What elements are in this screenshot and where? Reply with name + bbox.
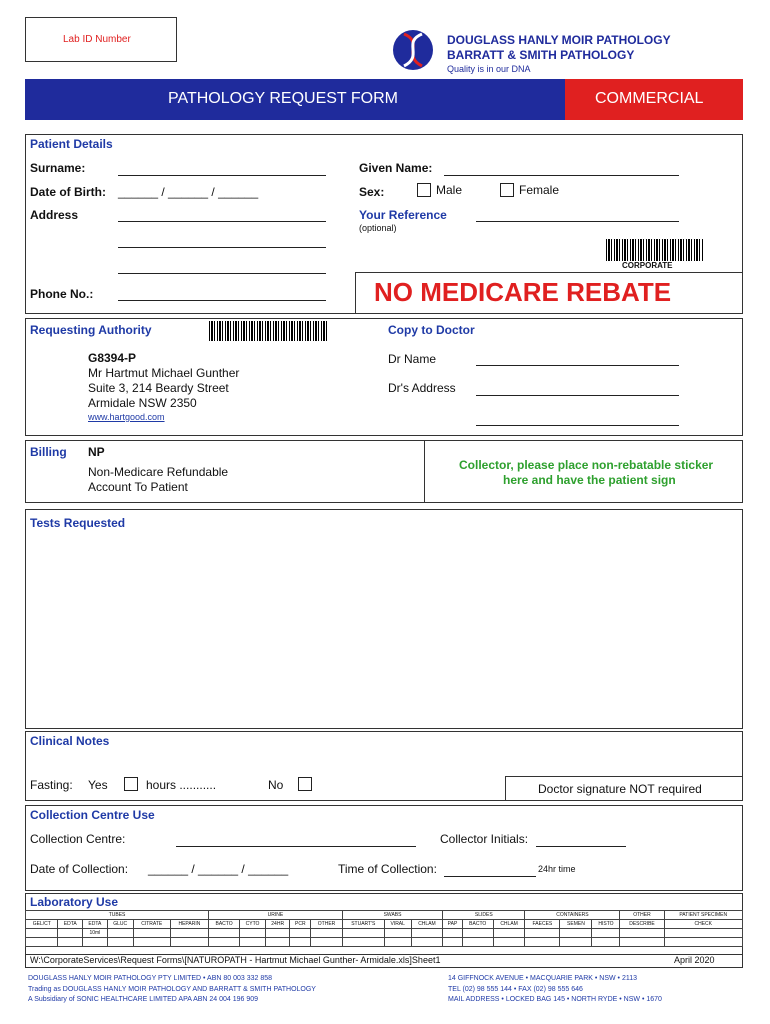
lab-cell[interactable] [209,929,240,938]
lab-col: HEPARIN [170,920,208,929]
lab-cell[interactable] [592,929,620,938]
lab-cell[interactable] [133,938,170,947]
male-checkbox[interactable] [417,183,431,197]
company-logo [390,28,436,72]
lab-group-containers: CONTAINERS [525,911,620,920]
time-hint: 24hr time [538,864,576,874]
lab-cell[interactable] [462,938,493,947]
lab-col: BACTO [462,920,493,929]
footer-right-1: 14 GIFFNOCK AVENUE • MACQUARIE PARK • NSW • 2113 [448,975,638,982]
lab-group-swabs: SWABS [342,911,442,920]
fasting-no-checkbox[interactable] [298,777,312,791]
collector-initials-label: Collector Initials: [440,832,529,846]
form-type: COMMERCIAL [595,90,704,107]
dr-address-label: Dr's Address [388,381,456,395]
surname-field[interactable] [118,175,326,176]
lab-col: CHLAM [411,920,443,929]
requesting-authority-section [25,318,743,436]
lab-col: PAP [443,920,462,929]
lab-cell[interactable] [493,938,525,947]
lab-cell[interactable] [462,929,493,938]
lab-col: BACTO [209,920,240,929]
lab-cell[interactable] [133,929,170,938]
collection-title: Collection Centre Use [30,808,155,822]
address-line-3[interactable] [118,273,326,274]
lab-cell[interactable] [240,929,266,938]
dr-address-field-2[interactable] [476,425,679,426]
collector-initials-field[interactable] [536,846,626,847]
collector-note-2: here and have the patient sign [503,473,676,487]
lab-cell[interactable] [240,938,266,947]
address-line-1[interactable] [118,221,326,222]
address-line-2[interactable] [118,247,326,248]
lab-title: Laboratory Use [30,895,119,909]
collection-date-label: Date of Collection: [30,862,129,876]
doctor-name: Mr Hartmut Michael Gunther [88,366,240,380]
lab-cell[interactable] [664,938,743,947]
female-checkbox[interactable] [500,183,514,197]
form-date: April 2020 [674,955,715,965]
footer-right-2: TEL (02) 98 555 144 • FAX (02) 98 555 646 [448,986,583,993]
lab-cell[interactable] [266,929,290,938]
billing-divider [424,441,425,502]
collection-time-field[interactable] [444,876,536,877]
lab-cell[interactable] [592,938,620,947]
title-bar [25,79,743,120]
doctor-address-1: Suite 3, 214 Beardy Street [88,381,229,395]
lab-cell[interactable] [107,929,133,938]
file-path-bar [25,954,743,968]
lab-use-table [25,910,743,947]
lab-sub-edta: 10ml [83,929,108,938]
lab-col: PCR [290,920,311,929]
given-name-field[interactable] [444,175,679,176]
company-name-2: BARRATT & SMITH PATHOLOGY [447,48,635,62]
lab-cell[interactable] [209,938,240,947]
lab-cell[interactable] [411,929,443,938]
phone-label: Phone No.: [30,287,94,301]
lab-col: SEMEN [560,920,592,929]
lab-cell[interactable] [290,929,311,938]
signature-box [505,776,743,801]
company-name-1: DOUGLASS HANLY MOIR PATHOLOGY [447,33,671,47]
reference-field[interactable] [476,221,679,222]
reference-optional: (optional) [359,223,397,233]
lab-cell[interactable] [266,938,290,947]
lab-cell[interactable] [311,929,343,938]
doctor-address-2: Armidale NSW 2350 [88,396,197,410]
lab-cell[interactable] [26,929,58,938]
lab-col: EDTA [83,920,108,929]
tagline: Quality is in our DNA [447,64,531,74]
male-label: Male [436,183,463,197]
lab-group-tubes: TUBES [26,911,209,920]
lab-col: DESCRIBE [620,920,664,929]
collector-note-1: Collector, please place non-rebatable sticker [459,458,714,472]
lab-cell[interactable] [384,938,411,947]
lab-cell[interactable] [58,938,83,947]
lab-cell[interactable] [26,938,58,947]
footer-left-1: DOUGLASS HANLY MOIR PATHOLOGY PTY LIMITED • ABN 80 003 332 858 [28,975,273,982]
lab-col: VIRAL [384,920,411,929]
lab-cell[interactable] [620,938,664,947]
collection-date-field[interactable]: ______ / ______ / ______ [148,862,289,876]
lab-cell[interactable] [58,929,83,938]
billing-code: NP [88,445,105,459]
lab-col: OTHER [311,920,343,929]
collection-time-label: Time of Collection: [338,862,437,876]
requesting-title: Requesting Authority [30,323,152,337]
dr-name-field[interactable] [476,365,679,366]
lab-cell[interactable] [620,929,664,938]
lab-cell[interactable] [107,938,133,947]
lab-group-row [26,911,743,920]
lab-col: GEL/CT [26,920,58,929]
patient-section-title: Patient Details [30,137,113,151]
billing-line-2: Account To Patient [88,480,188,494]
lab-cell[interactable] [83,938,108,947]
lab-cell[interactable] [384,929,411,938]
lab-cell[interactable] [560,929,592,938]
provider-number: G8394-P [88,351,137,365]
lab-cell[interactable] [170,929,208,938]
fasting-label: Fasting: [30,778,73,792]
collection-centre-label: Collection Centre: [30,832,126,846]
fasting-yes-label: Yes [88,778,108,792]
no-medicare-rebate: NO MEDICARE REBATE [374,277,672,307]
lab-column-row [26,920,743,929]
lab-cell[interactable] [311,938,343,947]
lab-cell[interactable] [411,938,443,947]
form-title: PATHOLOGY REQUEST FORM [168,90,398,107]
collection-centre-section [25,805,743,891]
lab-col: CHLAM [493,920,525,929]
lab-group-patient-specimen: PATIENT SPECIMEN [664,911,743,920]
dob-field[interactable]: ______ / ______ / ______ [118,185,259,199]
lab-col: STUART'S [342,920,384,929]
corporate-barcode [606,239,704,261]
lab-cell[interactable] [342,929,384,938]
lab-col: CHECK [664,920,743,929]
dob-label: Date of Birth: [30,185,106,199]
fasting-no-label: No [268,778,284,792]
reference-label: Your Reference [359,208,447,222]
lab-col: EDTA [58,920,83,929]
address-label: Address [30,208,79,222]
sex-label: Sex: [359,185,385,199]
lab-cell[interactable] [560,938,592,947]
footer-left-2: Trading as DOUGLASS HANLY MOIR PATHOLOGY AND BARRATT & SMITH PATHOLOGY [28,986,316,993]
form-type-badge [565,79,743,120]
lab-col: 24HR [266,920,290,929]
lab-id-box[interactable] [25,17,177,62]
billing-label: Billing [30,445,67,459]
barcode-caption: CORPORATE [622,261,673,270]
billing-line-1: Non-Medicare Refundable [88,465,229,479]
footer-left-3: A Subsidiary of SONIC HEALTHCARE LIMITED APA ABN 24 004 196 909 [28,996,259,1003]
footer-right-3: MAIL ADDRESS • LOCKED BAG 145 • NORTH RYDE • NSW • 1670 [448,996,662,1003]
lab-id-label: Lab ID Number [63,34,131,45]
tests-requested-section[interactable] [25,509,743,729]
tests-title: Tests Requested [30,516,126,530]
lab-col: CYTO [240,920,266,929]
lab-sub-row [26,929,743,938]
lab-col: GLUC [107,920,133,929]
lab-cell[interactable] [443,929,462,938]
signature-note: Doctor signature NOT required [538,782,702,796]
fasting-yes-checkbox[interactable] [124,777,138,791]
website-link[interactable]: www.hartgood.com [88,412,165,422]
lab-cell[interactable] [342,938,384,947]
file-path: W:\CorporateServices\Request Forms\[NATUROPATH - Hartmut Michael Gunther- Armidale.xls]Sheet1 [30,955,441,965]
fasting-hours: hours ........... [146,778,217,792]
lab-group-urine: URINE [209,911,343,920]
requesting-barcode [209,321,327,341]
billing-section [25,440,743,503]
lab-group-other: OTHER [620,911,664,920]
lab-cell[interactable] [525,938,560,947]
lab-cell[interactable] [290,938,311,947]
lab-cell[interactable] [493,929,525,938]
surname-label: Surname: [30,161,86,175]
clinical-title: Clinical Notes [30,734,110,748]
dr-address-field-1[interactable] [476,395,679,396]
lab-cell[interactable] [664,929,743,938]
lab-col: HISTO [592,920,620,929]
lab-cell[interactable] [170,938,208,947]
lab-cell[interactable] [525,929,560,938]
dr-name-label: Dr Name [388,352,437,366]
given-name-label: Given Name: [359,161,433,175]
phone-field[interactable] [118,300,326,301]
female-label: Female [519,183,560,197]
no-medicare-box [355,272,743,314]
lab-cell[interactable] [443,938,462,947]
lab-group-slides: SLIDES [443,911,525,920]
collection-centre-field[interactable] [176,846,416,847]
lab-col: CITRATE [133,920,170,929]
copy-to-doctor-title: Copy to Doctor [388,323,475,337]
lab-col: FAECES [525,920,560,929]
lab-empty-row [26,938,743,947]
